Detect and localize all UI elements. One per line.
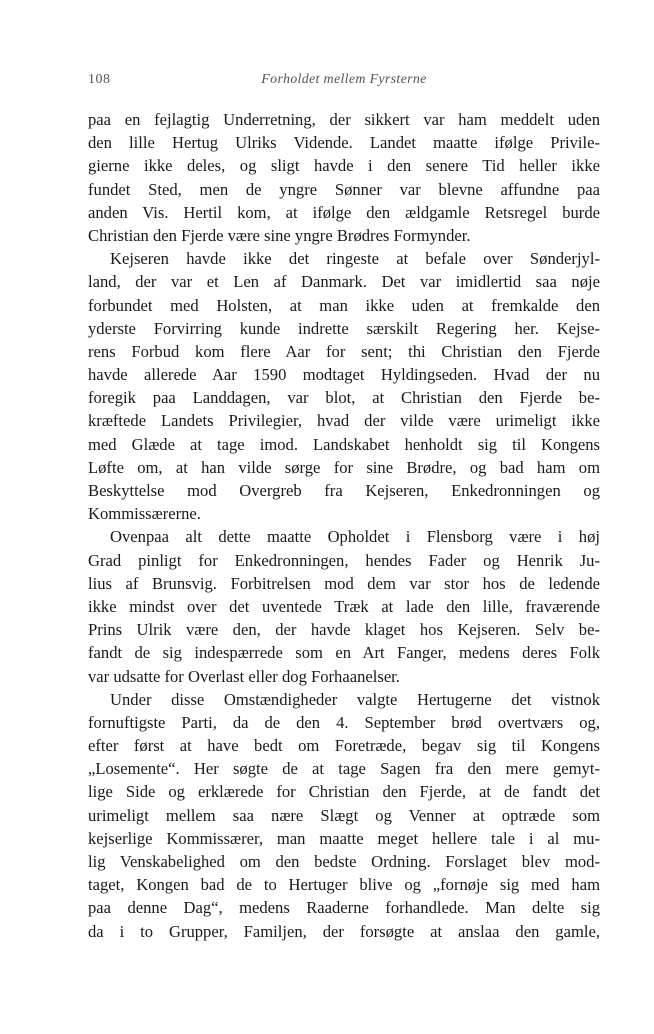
text-line: kejserlige Kommissærer, man maatte meget hellere tale i al mu- [88, 828, 600, 848]
text-line: Under disse Omstændigheder valgte Hertugerne det vistnok [110, 689, 600, 709]
text-line: Kejseren havde ikke det ringeste at befale over Sønderjyl- [110, 249, 600, 269]
text-line: Løfte om, at han vilde sørge for sine Brødre, og bad ham om [88, 457, 600, 477]
text-line: efter først at have bedt om Foretræde, begav sig til Kongens [88, 736, 600, 756]
text-line: fandt de sig indespærrede som en Art Fanger, medens deres Folk [88, 643, 600, 663]
text-line: havde allerede Aar 1590 modtaget Hyldingseden. Hvad der nu [88, 365, 600, 385]
text-line: urimeligt mellem saa nære Slægt og Venner at optræde som [88, 805, 600, 825]
text-line: forbundet med Holsten, at man ikke uden at fremkalde den [88, 295, 600, 315]
text-line: anden Vis. Hertil kom, at ifølge den ældgamle Retsregel burde [88, 202, 600, 222]
text-line: Grad pinligt for Enkedronningen, hendes Fader og Henrik Ju- [88, 550, 600, 570]
page-number: 108 [88, 72, 111, 87]
text-line: Kommissærerne. [88, 504, 201, 524]
text-line: Prins Ulrik være den, der havde klaget hos Kejseren. Selv be- [88, 620, 600, 640]
text-line: ikke mindst over det uventede Træk at lade den lille, fraværende [88, 596, 600, 616]
text-line: gierne ikke deles, og sligt havde i den senere Tid heller ikke [88, 156, 600, 176]
text-line: kræftede Landets Privilegier, hvad der vilde være urimeligt ikke [88, 411, 600, 431]
text-line: da i to Grupper, Familjen, der forsøgte at anslaa den gamle, [88, 921, 600, 941]
text-line: yderste Forvirring kunde indrette særskilt Regering her. Kejse- [88, 318, 600, 338]
text-line: lige Side og erklærede for Christian den Fjerde, at de fandt det [88, 782, 600, 802]
text-line: Ovenpaa alt dette maatte Opholdet i Flensborg være i høj [110, 527, 600, 547]
text-line: lig Venskabelighed om den bedste Ordning. Forslaget blev mod- [88, 852, 600, 871]
body-text [88, 108, 600, 943]
text-line: land, der var et Len af Danmark. Det var imidlertid saa nøje [88, 272, 600, 292]
text-line: var udsatte for Overlast eller dog Forhaanelser. [88, 666, 400, 686]
text-line: paa denne Dag“, medens Raaderne forhandlede. Man delte sig [88, 898, 600, 918]
text-line: taget, Kongen bad de to Hertuger blive og „fornøje sig med ham [88, 875, 600, 895]
text-line: lius af Brunsvig. Forbitrelsen mod dem var stor hos de ledende [88, 573, 600, 593]
text-line: Beskyttelse mod Overgreb fra Kejseren, Enkedronningen og [88, 481, 600, 500]
running-title: Forholdet mellem Fyrsterne [261, 72, 427, 87]
text-line: fundet Sted, men de yngre Sønner var blevne affundne paa [88, 179, 600, 199]
text-line: paa en fejlagtig Underretning, der sikkert var ham meddelt uden [88, 110, 600, 129]
text-line: den lille Hertug Ulriks Vidende. Landet maatte ifølge Privile- [88, 133, 600, 153]
text-line: foregik paa Landdagen, var blot, at Christian den Fjerde be- [88, 388, 600, 408]
text-line: fornuftigste Parti, da de den 4. September brød overtværs og, [88, 712, 600, 732]
running-head [88, 70, 600, 92]
text-line: med Glæde at tage imod. Landskabet henholdt sig til Kongens [88, 434, 600, 454]
text-line: „Losemente“. Her søgte de at tage Sagen fra den mere gemyt- [88, 759, 600, 779]
book-page [88, 70, 600, 943]
text-line: rens Forbud kom flere Aar for sent; thi Christian den Fjerde [88, 341, 600, 361]
text-line: Christian den Fjerde være sine yngre Brødres Formynder. [88, 225, 471, 245]
